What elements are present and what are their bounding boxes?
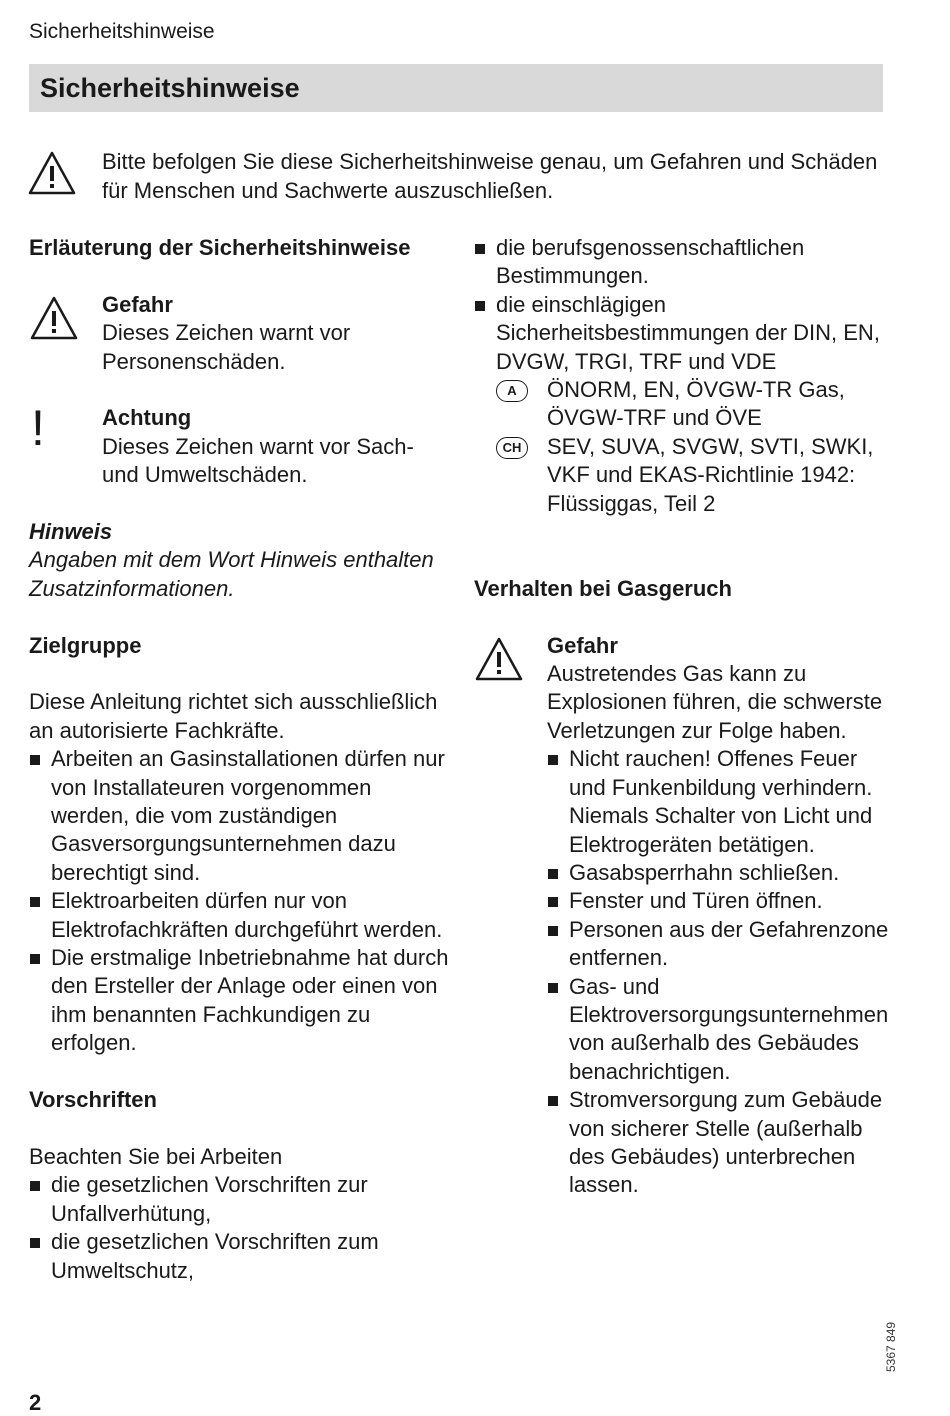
list-item: die gesetzlichen Vorschriften zum Umweltschutz, (29, 1228, 449, 1285)
country-code-badge: CH (496, 437, 528, 459)
left-column (29, 234, 449, 1285)
target-group-list (29, 745, 449, 1057)
caution-text: Dieses Zeichen warnt vor Sach- und Umweltschäden. (102, 433, 414, 488)
intro-paragraph: Bitte befolgen Sie diese Sicherheitshinweise genau, um Gefahren und Schäden für Menschen und Sachwerte auszuschließen. (102, 149, 878, 203)
hint-title: Hinweis (29, 519, 113, 545)
country-item (496, 433, 894, 518)
warning-triangle-icon (474, 636, 524, 682)
list-item: Personen aus der Gefahrenzone entfernen. (547, 916, 894, 973)
list-item: Elektroarbeiten dürfen nur von Elektrofachkräften durchgeführt werden. (29, 887, 449, 944)
page-number: 2 (29, 1390, 42, 1415)
gas-danger-title: Gefahr (547, 632, 618, 658)
regulations-list (29, 1171, 449, 1285)
list-item: Die erstmalige Inbetriebnahme hat durch den Ersteller der Anlage oder einen von ihm benannten Fachkundigen zu erfolgen. (29, 944, 449, 1058)
danger-title: Gefahr (102, 291, 173, 317)
target-group-heading: Zielgruppe (29, 632, 142, 658)
regulations-list-continued (474, 234, 894, 376)
caution-notice (29, 400, 449, 489)
list-item: Fenster und Türen öffnen. (547, 887, 894, 915)
document-code: 5367 849 (884, 1321, 898, 1372)
danger-text: Dieses Zeichen warnt vor Personenschäden. (102, 320, 351, 374)
warning-triangle-icon (29, 295, 79, 341)
running-header: Sicherheitshinweise (29, 20, 215, 43)
section-title-bar (29, 64, 883, 112)
country-item (496, 376, 894, 433)
gas-danger-notice (474, 632, 894, 1200)
list-item: Gasabsperrhahn schließen. (547, 859, 894, 887)
list-item: die berufsgenossenschaftlichen Bestimmungen. (474, 234, 894, 291)
list-item: Stromversorgung zum Gebäude von sicherer Stelle (außerhalb des Gebäudes) unterbrechen lassen. (547, 1086, 894, 1200)
regulations-text: Beachten Sie bei Arbeiten (29, 1143, 283, 1169)
country-code-badge: A (496, 380, 528, 402)
warning-triangle-icon (27, 150, 77, 196)
list-item: Gas- und Elektroversorgungsunternehmen von außerhalb des Gebäudes benachrichtigen. (547, 973, 894, 1087)
list-item: die gesetzlichen Vorschriften zur Unfallverhütung, (29, 1171, 449, 1228)
list-item: Arbeiten an Gasinstallationen dürfen nur von Installateuren vorgenommen werden, die vom zuständigen Gasversorgungsunternehmen dazu berechtigt sind. (29, 745, 449, 887)
exclamation-icon: ! (31, 400, 45, 457)
gas-smell-heading: Verhalten bei Gasgeruch (474, 575, 732, 601)
list-item: die einschlägigen Sicherheitsbestimmungen der DIN, EN, DVGW, TRGI, TRF und VDE (474, 291, 894, 376)
hint-text: Angaben mit dem Wort Hinweis enthalten Zusatzinformationen. (29, 547, 434, 601)
country-regulations (474, 376, 894, 518)
explanation-heading: Erläuterung der Sicherheitshinweise (29, 235, 411, 260)
country-text: SEV, SUVA, SVGW, SVTI, SWKI, VKF und EKAS-Richtlinie 1942: Flüssiggas, Teil 2 (547, 433, 874, 516)
gas-actions-list (547, 745, 894, 1200)
caution-title: Achtung (102, 405, 192, 431)
page-title: Sicherheitshinweise (40, 73, 300, 103)
country-text: ÖNORM, EN, ÖVGW-TR Gas, ÖVGW-TRF und ÖVE (547, 377, 845, 431)
danger-notice (29, 291, 449, 376)
regulations-heading: Vorschriften (29, 1087, 157, 1113)
list-item: Nicht rauchen! Offenes Feuer und Funkenbildung verhindern. Niemals Schalter von Licht und Elektrogeräten betätigen. (547, 745, 894, 859)
target-group-text: Diese Anleitung richtet sich ausschließlich an autorisierte Fachkräfte. (29, 689, 438, 743)
gas-danger-text: Austretendes Gas kann zu Explosionen führen, die schwerste Verletzungen zur Folge haben. (547, 661, 883, 743)
right-column (474, 234, 894, 1200)
